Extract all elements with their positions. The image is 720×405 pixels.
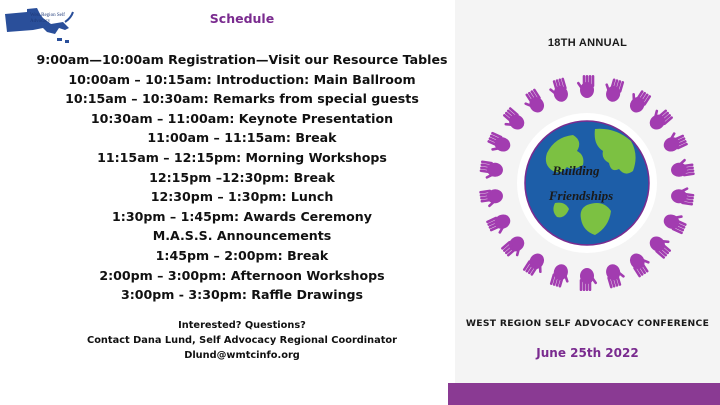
schedule-item: 1:45pm – 2:00pm: Break <box>155 247 329 263</box>
annual-label: 18TH ANNUAL <box>547 37 628 49</box>
schedule-title: Schedule <box>209 11 275 26</box>
schedule-item: 10:30am – 11:00am: Keynote Presentation <box>90 110 394 126</box>
hand-icon <box>627 249 654 278</box>
globe-text-building: Building <box>552 163 600 178</box>
hand-icon <box>498 107 527 136</box>
hand-icon <box>479 160 504 181</box>
hand-icon <box>479 188 504 209</box>
schedule-item: 12:15pm –12:30pm: Break <box>149 169 335 185</box>
hand-icon <box>520 88 547 117</box>
schedule-item: 9:00am—10:00am Registration—Visit our Resource Tables <box>36 52 448 67</box>
hand-icon <box>647 231 676 260</box>
schedule-list <box>0 50 484 305</box>
hand-icon <box>486 212 514 238</box>
hand-icon <box>670 185 695 206</box>
organization-logo <box>3 2 75 52</box>
hand-icon <box>604 262 628 289</box>
conference-date: June 25th 2022 <box>536 346 639 360</box>
globe-text-friendships: Friendships <box>548 188 614 203</box>
hand-icon <box>484 131 512 157</box>
schedule-item: 10:15am – 10:30am: Remarks from special guests <box>65 91 419 107</box>
schedule-item: 2:00pm – 3:00pm: Afternoon Workshops <box>99 267 385 283</box>
schedule-item: M.A.S.S. Announcements <box>152 228 332 244</box>
contact-email[interactable]: Dlund@wmtcinfo.org <box>184 350 300 361</box>
hand-icon <box>547 77 571 104</box>
hand-icon <box>670 157 695 178</box>
hand-icon <box>624 86 651 115</box>
schedule-item: 10:00am – 10:15am: Introduction: Main Ballroom <box>68 71 416 87</box>
hand-icon <box>601 76 625 103</box>
contact-question: Interested? Questions? <box>178 320 306 331</box>
schedule-item: 12:30pm – 1:30pm: Lunch <box>150 189 334 205</box>
schedule-item: 11:00am – 11:15am: Break <box>147 130 337 146</box>
schedule-item: 1:30pm – 1:45pm: Awards Ceremony <box>112 208 372 224</box>
hand-icon <box>522 251 549 280</box>
massachusetts-map-icon <box>3 2 75 52</box>
logo-text: West Region Self Advocacy <box>30 13 65 24</box>
hand-icon <box>644 104 673 133</box>
schedule-item: 3:00pm - 3:30pm: Raffle Drawings <box>120 287 364 303</box>
hand-icon <box>660 129 688 155</box>
contact-person: Contact Dana Lund, Self Advocacy Regional Coordinator <box>87 335 397 346</box>
schedule-item: 11:15am – 12:15pm: Morning Workshops <box>97 149 387 165</box>
accent-bar <box>448 383 720 405</box>
hand-icon <box>661 209 689 235</box>
hand-icon <box>550 262 574 289</box>
hand-icon <box>576 75 594 98</box>
hand-icon <box>501 233 530 262</box>
contact-block <box>0 318 484 363</box>
hand-icon <box>580 268 598 291</box>
globe-hands-emblem <box>455 55 720 315</box>
conference-title: WEST REGION SELF ADVOCACY CONFERENCE <box>465 318 710 329</box>
